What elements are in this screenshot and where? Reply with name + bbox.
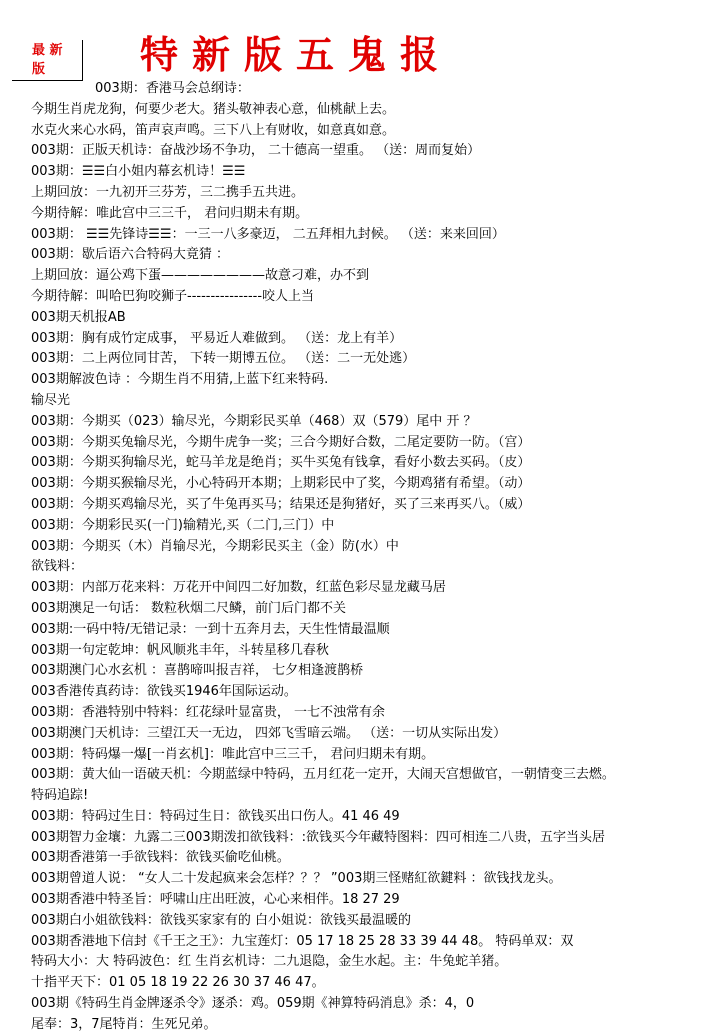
text-line: 003期：今期买猴输尽光，小心特码开本期；上期彩民中了奖，今期鸡猪有希望。（动） bbox=[31, 476, 531, 492]
text-line: 003期《特码生肖金牌逐杀令》逐杀：鸡。059期《神算特码消息》杀：4，0 bbox=[31, 996, 475, 1012]
text-line: 003期： ☰☰先锋诗☰☰：一三一八多豪迈， 二五拜相九封候。 （送：来来回回） bbox=[31, 226, 505, 242]
badge-line-1: 最 新 bbox=[32, 43, 63, 58]
text-line: 003期：今期买（木）肖输尽光，今期彩民买主（金）防(水）中 bbox=[31, 538, 399, 554]
text-line: 003期香港地下信封《千王之王》：九宝莲灯：05 17 18 25 28 33 39 44 48。 特码单双：双 bbox=[31, 933, 574, 949]
text-line: 003期解波色诗 ：今期生肖不用猜,上蓝下红来特码. bbox=[31, 372, 329, 388]
text-line: 003期曾道人说： “女人二十发起疯来会怎样？？？ ”003期三怪赌紅欲鍵料 ：欲钱找龙头。 bbox=[31, 871, 562, 887]
text-line: 003期澳门天机诗：三望江天一无边， 四郊飞雪暗云端。 （送：一切从实际出发） bbox=[31, 725, 507, 741]
text-line: 003期天机报AB bbox=[31, 309, 126, 325]
text-line: 003期：歇后语六合特码大竟猜 ： bbox=[31, 247, 229, 263]
text-line: 尾奉：3，7尾特肖：生死兄弟。 bbox=[31, 1016, 217, 1032]
text-line: 003期：今期彩民买(一门)输精光,买（二门,三门）中 bbox=[31, 517, 335, 533]
text-line: 003期：胸有成竹定成事， 平易近人难做到。 （送：龙上有羊） bbox=[31, 330, 403, 346]
text-line: 003期智力金壤：九露二三003期泼扣欲钱料：:欲钱买今年藏特图料：四可相连二八贵，五字当头居 bbox=[31, 829, 606, 845]
text-line: 特码大小：大 特码波色：红 生肖玄机诗：二九退隐，金生水起。主：牛兔蛇羊猪。 bbox=[31, 954, 508, 970]
text-line: 003期：黄大仙一语破天机：今期蓝绿中特码，五月红花一定开，大闹天宫想做官，一朝情变三去燃。 bbox=[31, 767, 615, 783]
text-line: 水克火来心水码，笛声哀声鸣。三下八上有财收，如意真如意。 bbox=[31, 122, 396, 138]
text-line: 003期白小姐欲钱料：欲钱买家家有的 白小姐说：欲钱买最温暖的 bbox=[31, 912, 411, 928]
document-body bbox=[31, 79, 717, 1036]
text-line: 003期澳门心水玄机 ：喜鹊啼叫报吉祥， 七夕相逢渡鹊桥 bbox=[31, 663, 364, 679]
text-line: 003期香港中特圣旨：呼啸山庄出旺波，心心来相伴。18 27 29 bbox=[31, 892, 400, 908]
text-line: 003期：二上两位同甘苦， 下转一期博五位。 （送：二一无处逃） bbox=[31, 351, 416, 367]
text-line: 欲钱料： bbox=[31, 559, 84, 575]
text-line: 003香港传真药诗：欲钱买1946年国际运动。 bbox=[31, 684, 297, 700]
text-line: 今期生肖虎龙狗，何要少老大。猪头敬神表心意，仙桃献上去。 bbox=[31, 101, 396, 117]
text-line: 003期：特码爆一爆[一肖玄机]：唯此宫中三三千， 君问归期未有期。 bbox=[31, 746, 435, 762]
text-line: 003期：☰☰白小姐内幕玄机诗！☰☰ bbox=[31, 164, 246, 180]
text-line: 003期：特码过生日：特码过生日：欲钱买出口伤人。41 46 49 bbox=[31, 808, 400, 824]
text-line: 003期：正版天机诗：奋战沙场不争功， 二十德高一望重。 （送：周而复始） bbox=[31, 143, 481, 159]
text-line: 003期:一码中特/无错记录：一到十五奔月去，天生性情最温顺 bbox=[31, 621, 390, 637]
text-line: 003期香港第一手欲钱料：欲钱买偷吃仙桃。 bbox=[31, 850, 290, 866]
text-line: 今期待解：唯此宫中三三千， 君问归期未有期。 bbox=[31, 205, 309, 221]
text-line: 今期待解：叫哈巴狗咬狮子----------------咬人上当 bbox=[31, 288, 315, 304]
text-line: 特码追踪! bbox=[31, 788, 89, 804]
text-line: 003期：今期买（023）输尽光，今期彩民买单（468）双（579）尾中 开 ？ bbox=[31, 413, 477, 429]
text-line: 003期澳足一句话： 数粒秋烟二尺鳞，前门后门都不关 bbox=[31, 600, 346, 616]
text-line: 003期：内部万花来料：万花开中间四二好加数，红蓝色彩尽显龙藏马居 bbox=[31, 580, 446, 596]
text-line: 003期：香港特别中特料：红花绿叶显富贵， 一七不浊常有余 bbox=[31, 704, 385, 720]
text-line: 003期一句定乾坤：帆风顺兆丰年，斗转星移几春秋 bbox=[31, 642, 329, 658]
text-line: 十指平天下：01 05 18 19 22 26 30 37 46 47。 bbox=[31, 975, 325, 991]
page-title: 特新版五鬼报 bbox=[140, 32, 453, 77]
text-line: 003期：今期买狗输尽光，蛇马羊龙是绝肖；买牛买兔有钱拿，看好小数去买码。（皮） bbox=[31, 455, 531, 471]
text-line: 上期回放：逼公鸡下蛋————————故意刁难，办不到 bbox=[31, 268, 370, 284]
text-line: 上期回放：一九初开三芬芳，三二携手五共进。 bbox=[31, 184, 305, 200]
text-line: 003期：香港马会总纲诗： bbox=[95, 81, 250, 96]
latest-edition-badge bbox=[12, 40, 83, 81]
badge-line-2: 版 bbox=[32, 62, 46, 77]
text-line: 输尽光 bbox=[31, 392, 71, 408]
text-line: 003期：今期买鸡输尽光，买了牛兔再买马；结果还是狗猪好，买了三来再买八。（威） bbox=[31, 496, 531, 512]
text-line: 003期：今期买兔输尽光，今期牛虎争一奖；三合今期好合数，二尾定要防一防。（宫） bbox=[31, 434, 531, 450]
